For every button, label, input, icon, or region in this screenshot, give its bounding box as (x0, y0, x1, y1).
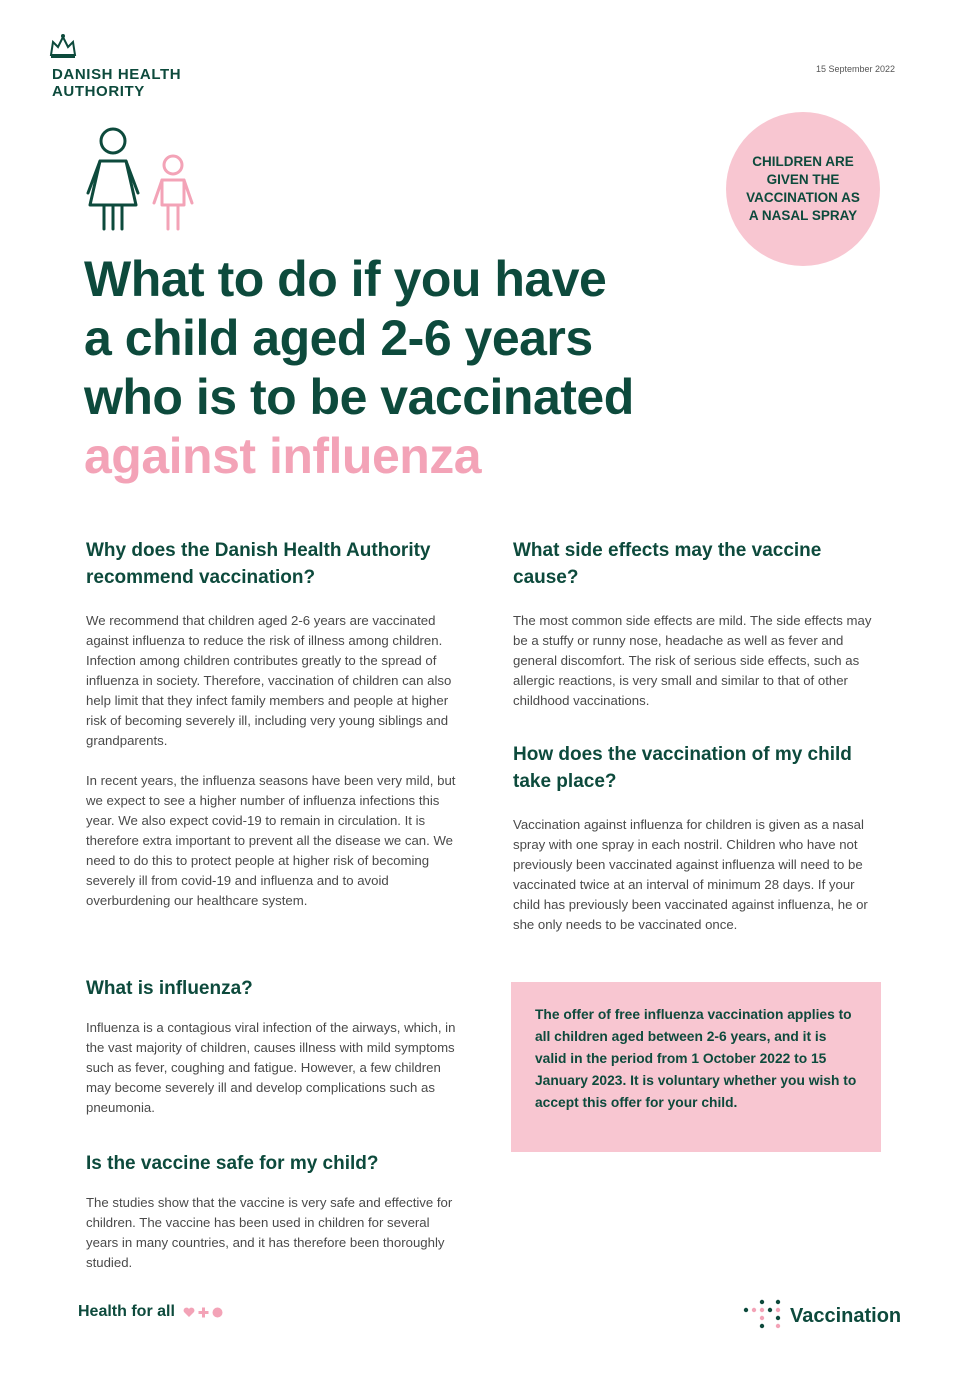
nasal-spray-badge (726, 112, 880, 266)
section-what-paragraph: Influenza is a contagious viral infection of the airways, which, in the vast majority of children, causes illness with mild symptoms such as fever, coughing and fatigue. However, a few children may become severely ill and develop complications such as pneumonia. (86, 1020, 456, 1115)
section-why (86, 537, 458, 911)
dots-icon (742, 1298, 784, 1334)
publication-date: 15 September 2022 (815, 64, 895, 74)
heart-icon (183, 1307, 195, 1318)
section-side-heading: What side effects may the vaccine cause? (513, 540, 822, 588)
section-side-effects (513, 537, 885, 711)
child-figure-icon (154, 156, 192, 229)
section-how (513, 741, 885, 935)
badge-text: CHILDREN ARE GIVEN THE VACCINATION AS A NASAL SPRAY (746, 154, 860, 223)
footer-left-text: Health for all (78, 1303, 175, 1320)
title-line-2: a child aged 2-6 years (84, 310, 593, 366)
circle-icon (212, 1307, 223, 1318)
footer-health-for-all (78, 1303, 223, 1321)
section-safe-paragraph: The studies show that the vaccine is very safe and effective for children. The vaccine has been used in children for several years in many countries, and it has therefore been thoroughly studied. (86, 1195, 453, 1270)
section-why-paragraph-1: We recommend that children aged 2-6 years are vaccinated against influenza to reduce the risk of illness among children. Infection among children contributes greatly to the spread of influenza in society. Therefore, vaccination of children can also help limit that they infect family members and people at higher risk of becoming severely ill, including very young siblings and grandparents. (86, 613, 452, 748)
adult-figure-icon (88, 129, 138, 229)
footer-vaccination-logo (742, 1298, 901, 1334)
section-safe (86, 1150, 458, 1273)
callout-text: The offer of free influenza vaccination applies to all children aged between 2-6 years, and it is valid in the period from 1 October 2022 to 15 January 2023. It is voluntary whether you wish to accept this offer for your child. (535, 1007, 857, 1110)
figures-illustration (82, 125, 202, 235)
page-title (84, 250, 744, 486)
section-how-heading: How does the vaccination of my child take place? (513, 744, 852, 792)
org-logo-text (52, 66, 181, 100)
plus-icon (198, 1307, 209, 1318)
title-line-4: against influenza (84, 428, 482, 484)
section-what-heading: What is influenza? (86, 978, 253, 999)
title-line-1: What to do if you have (84, 251, 607, 307)
section-safe-heading: Is the vaccine safe for my child? (86, 1153, 379, 1174)
footer-symbols (183, 1307, 223, 1318)
free-offer-callout (511, 982, 881, 1152)
section-why-paragraph-2: In recent years, the influenza seasons have been very mild, but we expect to see a higher number of influenza infections this year. We also expect covid-19 to remain in circulation. It is therefore extra important to prevent all the disease we can. We need to do this to protect people at higher risk of becoming severely ill from covid-19 and influenza and to avoid overburdening our healthcare system. (86, 773, 456, 908)
org-name-line1: DANISH HEALTH (52, 66, 182, 83)
title-line-3: who is to be vaccinated (84, 369, 634, 425)
crown-icon (48, 33, 78, 59)
section-side-paragraph: The most common side effects are mild. The side effects may be a stuffy or runny nose, headache as well as fever and general discomfort. The risk of serious side effects, such as allergic reactions, is very small and similar to that of other childhood vaccinations. (513, 613, 872, 708)
section-what (86, 975, 458, 1118)
section-how-paragraph: Vaccination against influenza for children is given as a nasal spray with one spray in each nostril. Children who have not previously been vaccinated against influenza will need to be vaccinated twice at an interval of minimum 28 days. If your child has previously been vaccinated against influenza, he or she only needs to be vaccinated once. (513, 817, 868, 932)
org-name-line2: AUTHORITY (52, 83, 145, 100)
footer-right-text: Vaccination (790, 1304, 902, 1327)
section-why-heading: Why does the Danish Health Authority recommend vaccination? (86, 540, 431, 588)
